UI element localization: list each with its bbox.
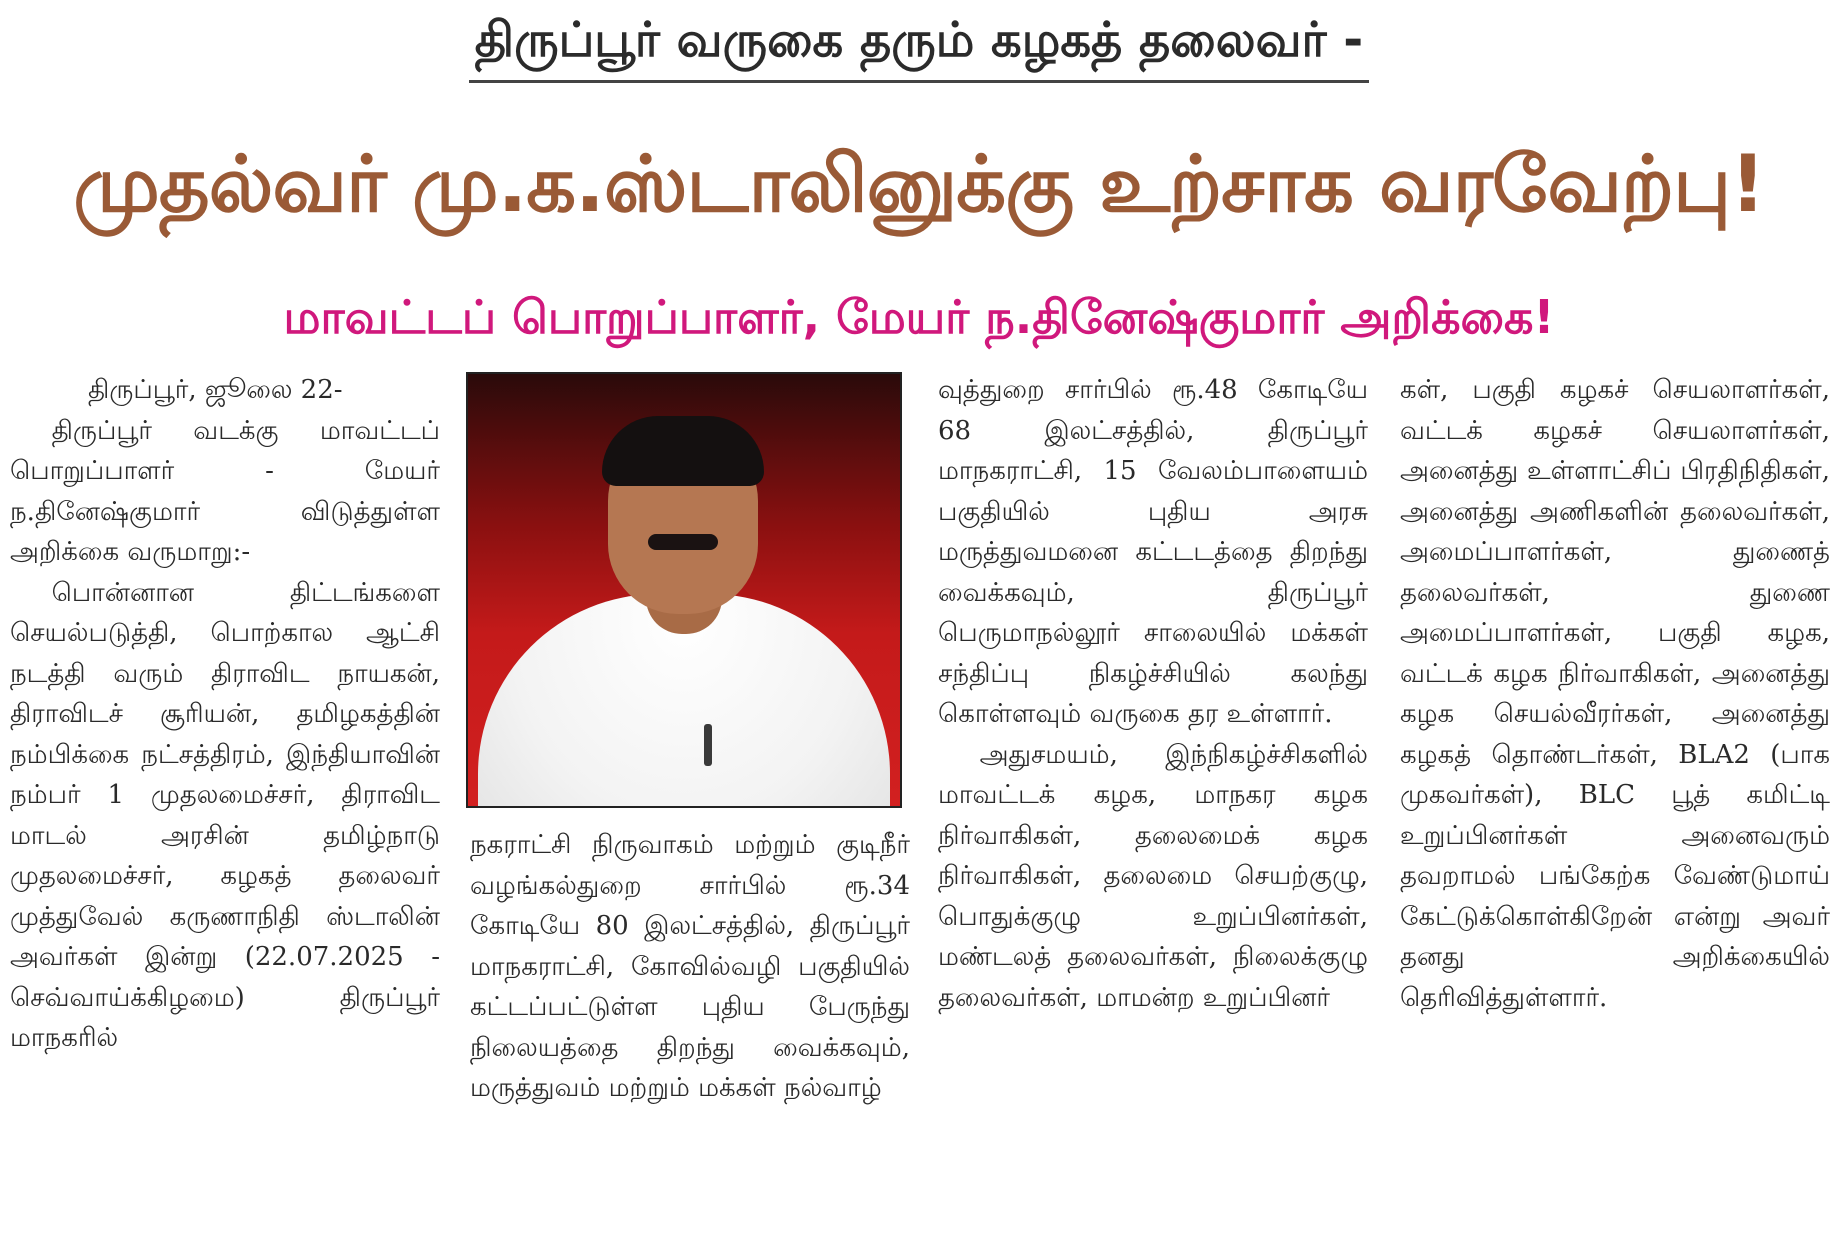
article-column-2 — [470, 825, 910, 1230]
portrait-photo — [466, 372, 902, 808]
photo-moustache — [648, 534, 718, 550]
article-column-3 — [938, 370, 1368, 1230]
paragraph: பொன்னான திட்டங்களை செயல்படுத்தி, பொற்கால ஆட்சி நடத்தி வரும் திராவிட நாயகன், திராவிடச் சூரியன், தமிழகத்தின் நம்பிக்கை நட்சத்திரம், இந்தியாவின் நம்பர் 1 முதலமைச்சர், திராவிட மாடல் அரசின் தமிழ்நாடு முதலமைச்சர், கழகத் தலைவர் முத்துவேல் கருணாநிதி ஸ்டாலின் அவர்கள் இன்று (22.07.2025 - செவ்வாய்க்கிழமை) திருப்பூர் மாநகரில் — [10, 577, 440, 1053]
paragraph: வுத்துறை சார்பில் ரூ.48 கோடியே 68 இலட்சத்தில், திருப்பூர் மாநகராட்சி, 15 வேலம்பாளையம் பகுதியில் புதிய அரசு மருத்துவமனை கட்டடத்தை திறந்து வைக்கவும், திருப்பூர் பெருமாநல்லூர் சாலையில் மக்கள் சந்திப்பு நிகழ்ச்சியில் கலந்து கொள்ளவும் வருகை தர உள்ளார். — [938, 375, 1368, 729]
kicker-line — [0, 12, 1838, 83]
dateline: திருப்பூர், ஜூலை 22- — [88, 375, 343, 405]
kicker-text: திருப்பூர் வருகை தரும் கழகத் தலைவர் - — [469, 12, 1369, 83]
article-column-1 — [10, 370, 440, 1230]
paragraph: திருப்பூர் வடக்கு மாவட்டப் பொறுப்பாளர் - மேயர் ந.தினேஷ்குமார் விடுத்துள்ள அறிக்கை வருமாறு:- — [10, 415, 440, 567]
photo-hair — [602, 416, 764, 486]
article-column-4 — [1400, 370, 1830, 1230]
sub-headline: மாவட்டப் பொறுப்பாளர், மேயர் ந.தினேஷ்குமார் அறிக்கை! — [283, 290, 1555, 344]
photo-pen — [704, 724, 712, 766]
paragraph: நகராட்சி நிருவாகம் மற்றும் குடிநீர் வழங்கல்துறை சார்பில் ரூ.34 கோடியே 80 இலட்சத்தில், திருப்பூர் மாநகராட்சி, கோவில்வழி பகுதியில் கட்டப்பட்டுள்ள புதிய பேருந்து நிலையத்தை திறந்து வைக்கவும், மருத்துவம் மற்றும் மக்கள் நல்வாழ் — [470, 830, 910, 1103]
paragraph: கள், பகுதி கழகச் செயலாளர்கள், வட்டக் கழகச் செயலாளர்கள், அனைத்து உள்ளாட்சிப் பிரதிநிதிகள், அனைத்து அணிகளின் தலைவர்கள், அமைப்பாளர்கள், துணைத் தலைவர்கள், துணை அமைப்பாளர்கள், பகுதி கழக, வட்டக் கழக நிர்வாகிகள், அனைத்து கழக செயல்வீரர்கள், அனைத்து கழகத் தொண்டர்கள், BLA2 (பாக முகவர்கள்), BLC பூத் கமிட்டி உறுப்பினர்கள் அனைவரும் தவறாமல் பங்கேற்க வேண்டுமாய் கேட்டுக்கொள்கிறேன் என்று அவர் தனது அறிக்கையில் தெரிவித்துள்ளார். — [1400, 375, 1830, 1013]
paragraph: அதுசமயம், இந்நிகழ்ச்சிகளில் மாவட்டக் கழக, மாநகர கழக நிர்வாகிகள், தலைமைக் கழக நிர்வாகிகள், தலைமை செயற்குழு, பொதுக்குழு உறுப்பினர்கள், மண்டலத் தலைவர்கள், நிலைக்குழு தலைவர்கள், மாமன்ற உறுப்பினர் — [938, 739, 1368, 1013]
main-headline: முதல்வர் மு.க.ஸ்டாலினுக்கு உற்சாக வரவேற்பு! — [73, 140, 1765, 230]
